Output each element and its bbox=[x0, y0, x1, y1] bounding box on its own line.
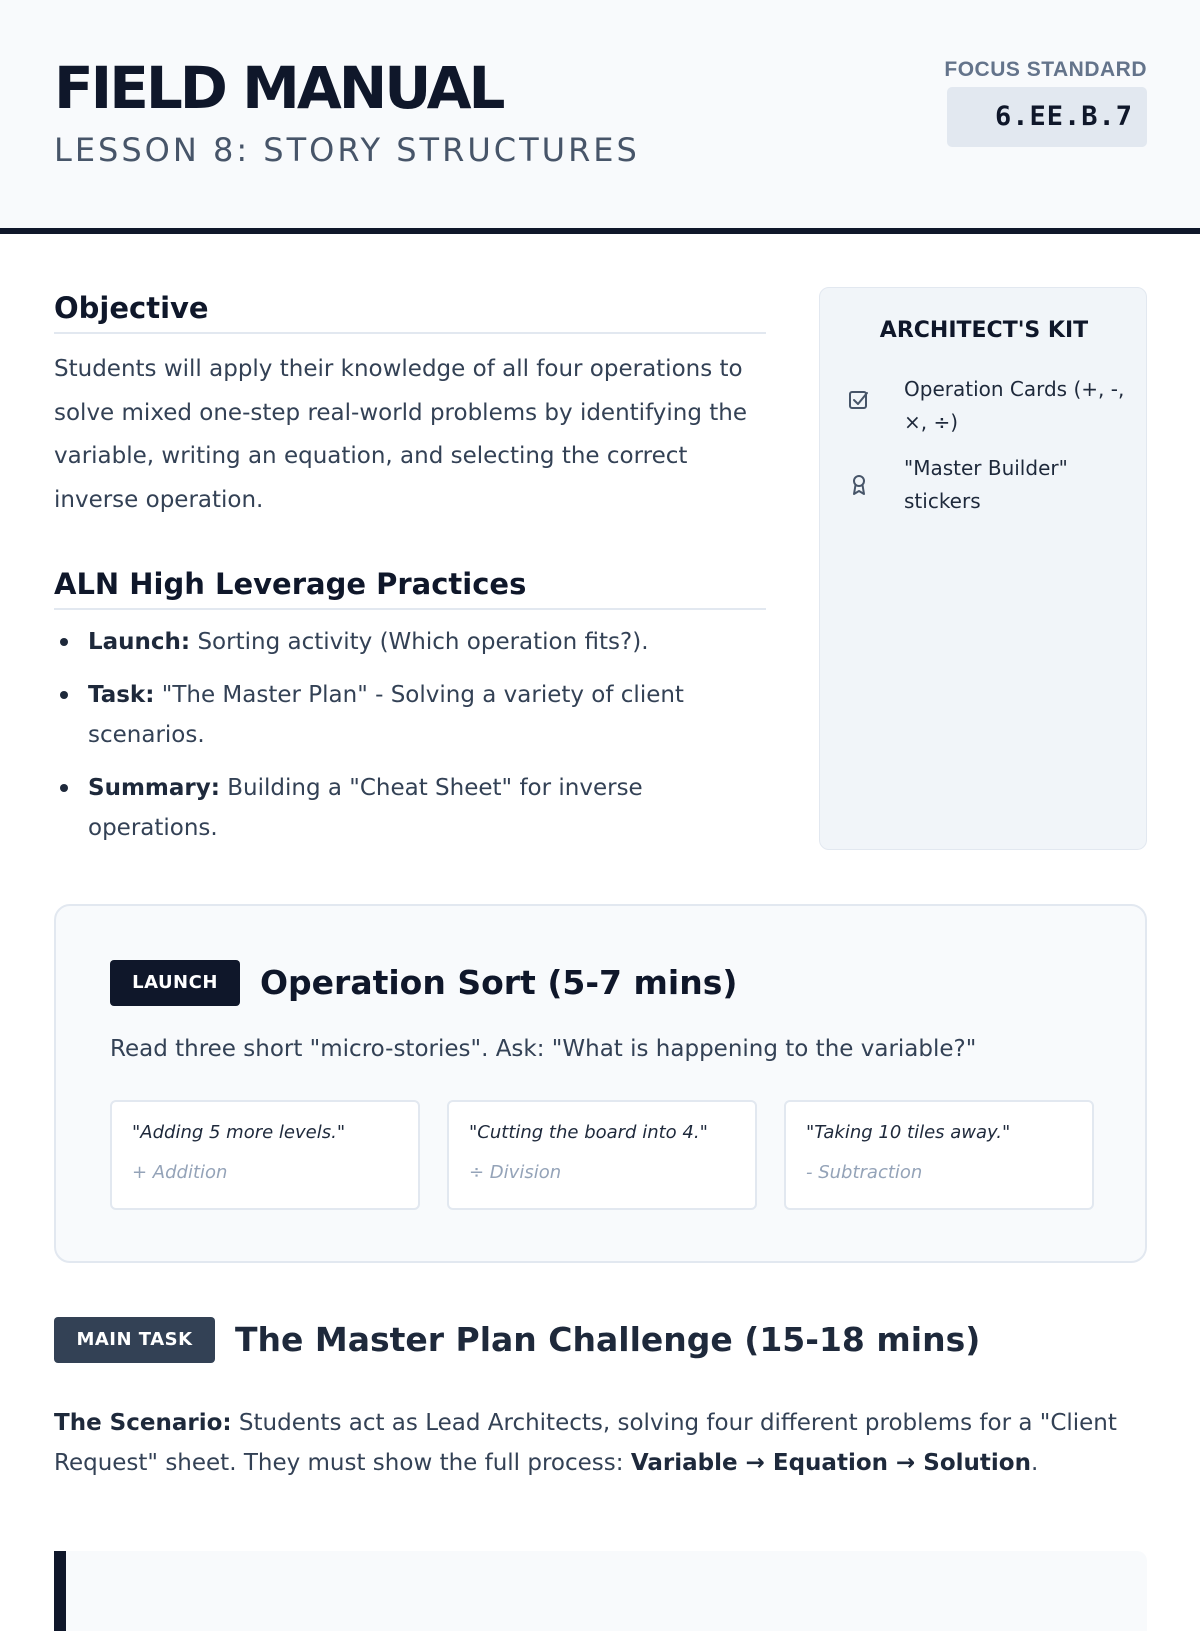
award-icon bbox=[847, 472, 871, 496]
architects-kit-panel bbox=[819, 287, 1147, 850]
client-request-box bbox=[54, 1551, 1147, 1631]
practices-list bbox=[54, 622, 754, 861]
objective-text: Students will apply their knowledge of all four operations to solve mixed one-step real-world problems by identifying the variable, writing an equation, and selecting the correct inverse operation. bbox=[54, 356, 747, 513]
focus-standard-label: FOCUS STANDARD bbox=[944, 58, 1147, 81]
launch-description: Read three short "micro-stories". Ask: "What is happening to the variable?" bbox=[110, 1036, 977, 1062]
main-task-title: The Master Plan Challenge (15-18 mins) bbox=[235, 1320, 981, 1359]
list-item bbox=[54, 768, 754, 848]
page-title: FIELD MANUAL bbox=[54, 54, 503, 122]
process-steps: Variable → Equation → Solution bbox=[630, 1450, 1031, 1476]
practice-label: Task: bbox=[88, 682, 155, 708]
practice-label: Summary: bbox=[88, 775, 220, 801]
main-task-badge: MAIN TASK bbox=[54, 1317, 215, 1363]
list-item bbox=[54, 675, 754, 755]
practice-text: Sorting activity (Which operation fits?). bbox=[190, 629, 649, 655]
checkbox-icon bbox=[847, 388, 871, 412]
page-header bbox=[0, 0, 1200, 234]
scenario-body: Students act as Lead Architects, solving four different problems for a "Client Request" sheet. They must show the full process: bbox=[54, 1410, 1117, 1476]
practice-text: "The Master Plan" - Solving a variety of client scenarios. bbox=[88, 682, 684, 748]
objective-heading: Objective bbox=[54, 290, 766, 334]
story-card bbox=[784, 1100, 1094, 1210]
story-operation: ÷ Division bbox=[469, 1162, 562, 1183]
scenario-text bbox=[54, 1403, 1144, 1483]
story-quote: "Adding 5 more levels." bbox=[132, 1122, 346, 1143]
story-operation: + Addition bbox=[132, 1162, 228, 1183]
kit-item-text: "Master Builder" stickers bbox=[904, 456, 1068, 513]
launch-badge: LAUNCH bbox=[110, 960, 240, 1006]
story-operation: - Subtraction bbox=[806, 1162, 923, 1183]
practices-heading: ALN High Leverage Practices bbox=[54, 566, 766, 610]
kit-item-text: Operation Cards (+, -, ×, ÷) bbox=[904, 377, 1125, 434]
practice-text: Building a "Cheat Sheet" for inverse operations. bbox=[88, 775, 643, 841]
story-quote: "Taking 10 tiles away." bbox=[806, 1122, 1011, 1143]
practice-label: Launch: bbox=[88, 629, 191, 655]
focus-standard-code: 6.EE.B.7 bbox=[947, 87, 1147, 147]
scenario-end: . bbox=[1030, 1450, 1039, 1476]
story-card bbox=[447, 1100, 757, 1210]
kit-title: ARCHITECT'S KIT bbox=[879, 318, 1089, 343]
launch-section bbox=[54, 904, 1147, 1263]
lesson-subtitle: LESSON 8: STORY STRUCTURES bbox=[54, 131, 640, 169]
scenario-label: The Scenario: bbox=[54, 1410, 232, 1436]
list-item bbox=[54, 622, 754, 662]
story-quote: "Cutting the board into 4." bbox=[469, 1122, 708, 1143]
story-card bbox=[110, 1100, 420, 1210]
launch-title: Operation Sort (5-7 mins) bbox=[260, 963, 738, 1002]
